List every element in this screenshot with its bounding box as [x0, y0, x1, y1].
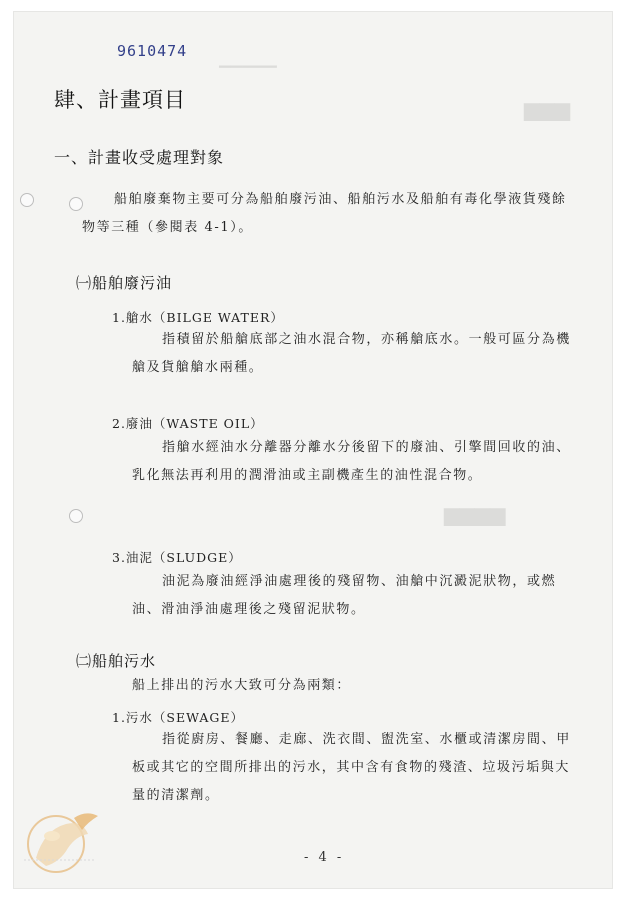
document-page: [14, 12, 612, 888]
section-heading: 一、計畫收受處理對象: [54, 148, 225, 167]
item-text-sludge: 油泥為廢油經淨油處理後的殘留物、油艙中沉澱泥狀物，或燃油、滑油淨油處理後之殘留泥狀物。: [132, 574, 557, 617]
library-watermark-logo: [16, 800, 112, 882]
document-number: 9610474: [117, 42, 188, 60]
item-text-waste-oil: 指艙水經油水分離器分離水分後留下的廢油、引擎間回收的油、乳化無法再利用的潤滑油或主副機產生的油性混合物。: [132, 440, 571, 483]
page-number: - 4 -: [304, 850, 345, 865]
item-text-bilge: 指積留於船艙底部之油水混合物，亦稱艙底水。一般可區分為機艙及貨艙艙水兩種。: [132, 332, 571, 375]
item-title-waste-oil: 2.廢油（WASTE OIL）: [112, 416, 264, 431]
item-text-sewage: 指從廚房、餐廳、走廊、洗衣間、盥洗室、水櫃或清潔房間、甲板或其它的空間所排出的污水，其中含有食物的殘渣、垃圾污垢與大量的清潔劑。: [132, 732, 571, 803]
subsection-heading-oil: ㈠船舶廢污油: [76, 274, 173, 292]
subsection-heading-sewage: ㈡船舶污水: [76, 652, 157, 670]
bleed-through-text: ▆▆▆: [524, 97, 571, 121]
bleed-through-text: ▆▆▆▆: [444, 502, 506, 526]
binder-hole: [20, 193, 34, 207]
binder-hole: [69, 197, 83, 211]
item-title-sewage: 1.污水（SEWAGE）: [112, 710, 244, 725]
item-title-sludge: 3.油泥（SLUDGE）: [112, 550, 242, 565]
sewage-intro: 船上排出的污水大致可分為兩類：: [132, 678, 352, 693]
item-title-bilge: 1.艙水（BILGE WATER）: [112, 310, 284, 325]
page-title: 肆、計畫項目: [54, 88, 186, 112]
bleed-through-text: ▁▁▁▁▁: [219, 50, 277, 68]
intro-paragraph: 船舶廢棄物主要可分為船舶廢污油、船舶污水及船舶有毒化學液貨殘餘物等三種（參閱表 4-1）。: [82, 192, 567, 235]
binder-hole: [69, 509, 83, 523]
